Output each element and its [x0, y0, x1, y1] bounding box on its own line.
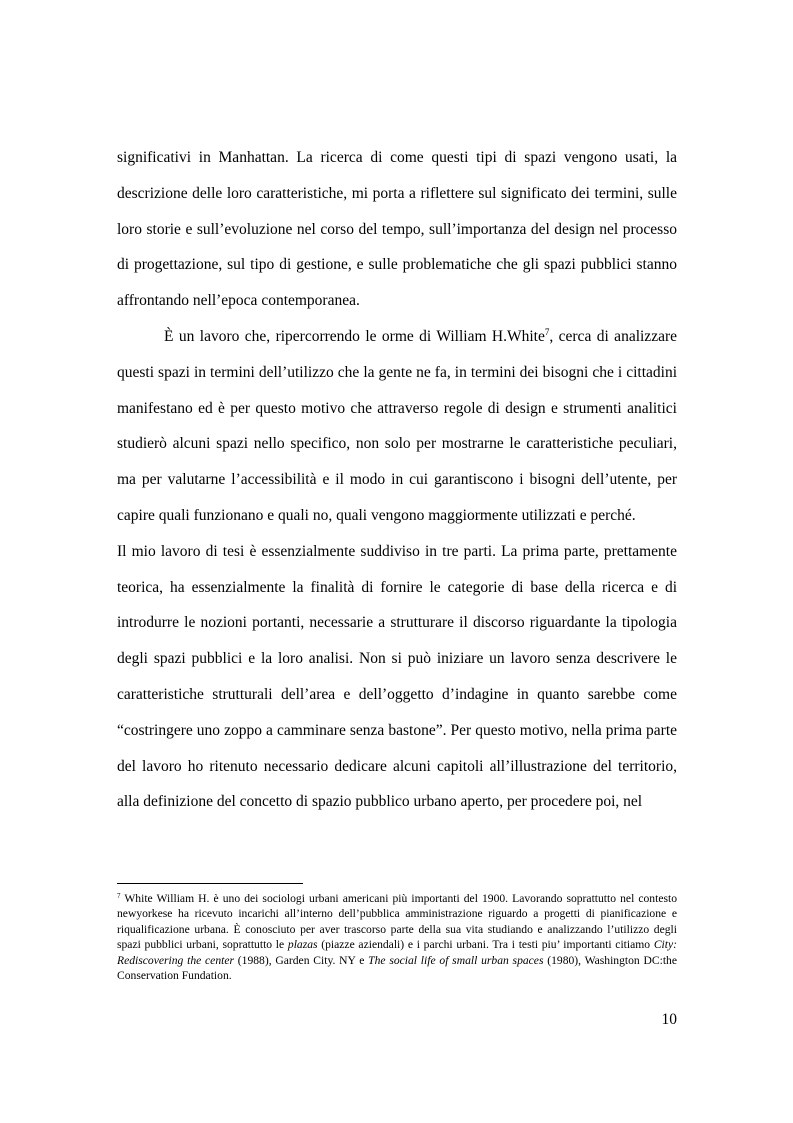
footnote-italic-plazas: plazas — [287, 938, 318, 952]
footnote-italic-city-title: City: Rediscovering the center — [117, 938, 677, 967]
footnote-text-1: White William H. è uno dei sociologi urbani americani più importanti del 1900. Lavorando soprattutto nel contesto newyorkese ha ricevuto incarichi all’interno dell’pubblica amministrazione riguardo a progetti di pianificazione e riqualificazione urbana. È conosciuto per aver trascorso parte della sua vita studiando e analizzando l’utilizzo degli spazi pubblici urbani, soprattutto le — [117, 892, 677, 952]
footnote-italic-social-life-title: The social life of small urban spaces — [368, 953, 544, 967]
paragraph-2 — [117, 319, 677, 534]
footnote-reference[interactable]: 7 — [544, 326, 550, 337]
footnote-number: 7 — [117, 892, 121, 900]
paragraph-2-start: È un lavoro che, ripercorrendo le orme di William H.White — [164, 327, 545, 345]
page-body — [117, 140, 677, 820]
page-number: 10 — [661, 1011, 677, 1028]
paragraph-3: Il mio lavoro di tesi è essenzialmente suddiviso in tre parti. La prima parte, prettamente teorica, ha essenzialmente la finalità di fornire le categorie di base della ricerca e di introdurre le nozioni portanti, necessarie a strutturare il discorso riguardante la tipologia degli spazi pubblici e la loro analisi. Non si può iniziare un lavoro senza descrivere le caratteristiche strutturali dell’area e dell’oggetto d’indagine in quanto sarebbe come “costringere uno zoppo a camminare senza bastone”. Per questo motivo, nella prima parte del lavoro ho ritenuto necessario dedicare alcuni capitoli all’illustrazione del territorio, alla definizione del concetto di spazio pubblico urbano aperto, per procedere poi, nel — [117, 542, 677, 811]
footnote-text-2: (piazze aziendali) e i parchi urbani. Tra i testi piu’ importanti citiamo — [317, 938, 654, 952]
footnote — [117, 891, 677, 983]
body-text — [117, 140, 677, 820]
footnote-text-4: (1980), Washington DC:the Conservation Fundation. — [117, 953, 677, 983]
paragraph-2-end: , cerca di analizzare questi spazi in termini dell’utilizzo che la gente ne fa, in termini dei bisogni che i cittadini manifestano ed è per questo motivo che attraverso regole di design e strumenti analitici studierò alcuni spazi nello specifico, non solo per mostrarne le caratteristiche peculiari, ma per valutarne l’accessibilità e il modo in cui garantiscono i bisogni dell’utente, per capire quali funzionano e quali no, quali vengono maggiormente utilizzati e perché. — [117, 327, 677, 524]
paragraph-1: significativi in Manhattan. La ricerca di come questi tipi di spazi vengono usati, la descrizione delle loro caratteristiche, mi porta a riflettere sul significato dei termini, sulle loro storie e sull’evoluzione nel corso del tempo, sull’importanza del design nel processo di progettazione, sul tipo di gestione, e sulle problematiche che gli spazi pubblici stanno affrontando nell’epoca contemporanea. — [117, 149, 677, 310]
footnote-text-3: (1988), Garden City. NY e — [234, 953, 369, 967]
footnote-separator — [117, 883, 303, 884]
